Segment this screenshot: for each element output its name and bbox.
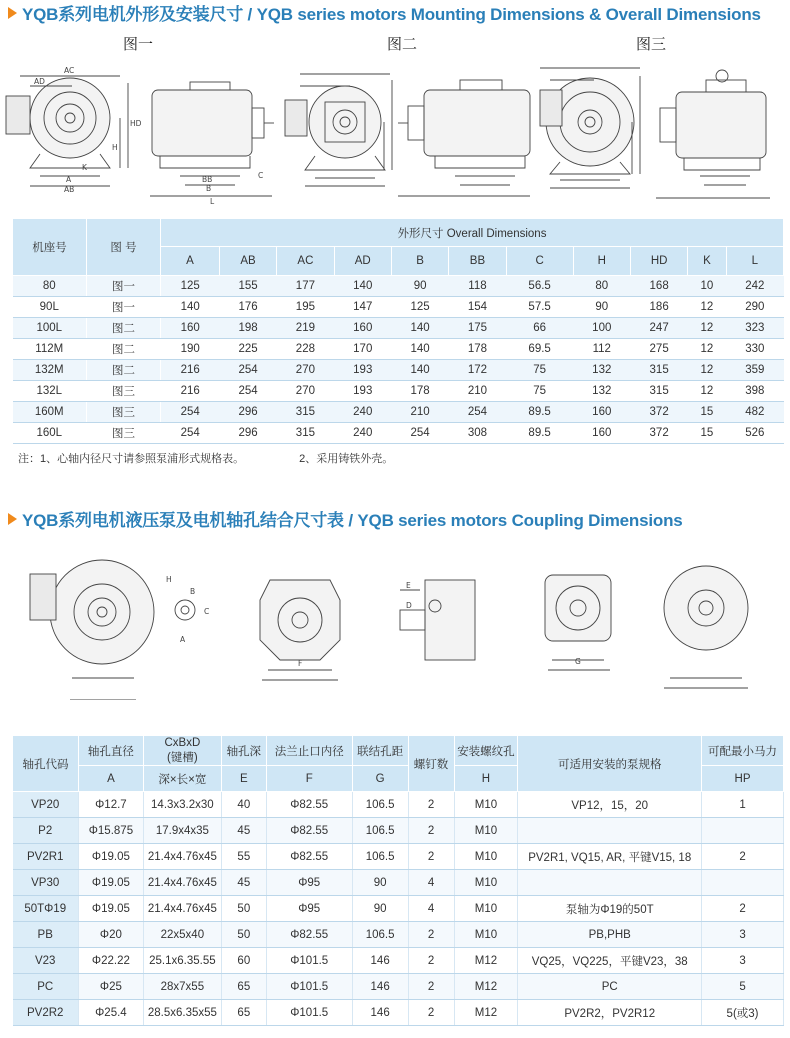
- table-cell: M12: [454, 974, 518, 1000]
- dim-label: AB: [64, 185, 75, 194]
- table-cell: 172: [449, 360, 506, 381]
- table-cell: 482: [726, 402, 783, 423]
- table-cell: 2: [408, 844, 454, 870]
- table-cell: 240: [334, 402, 391, 423]
- table-cell: 186: [630, 297, 687, 318]
- sub-header: E: [221, 766, 266, 792]
- sub-header: H: [454, 766, 518, 792]
- table-cell: 2: [702, 844, 784, 870]
- table-cell: 254: [161, 423, 220, 444]
- col-header: AD: [334, 247, 391, 276]
- table-cell: 15: [688, 402, 726, 423]
- table-cell: Φ82.55: [266, 792, 352, 818]
- table-cell: 147: [334, 297, 391, 318]
- table-cell: 4: [408, 896, 454, 922]
- table-cell: 132M: [13, 360, 87, 381]
- table-cell: V23: [13, 948, 79, 974]
- col-header: K: [688, 247, 726, 276]
- table-cell: 178: [391, 381, 448, 402]
- table-cell: 80: [13, 276, 87, 297]
- table-cell: 132: [573, 381, 630, 402]
- table-cell: 图二: [87, 360, 161, 381]
- coupling-label: D: [406, 601, 412, 610]
- table-cell: 57.5: [506, 297, 573, 318]
- table-cell: 118: [449, 276, 506, 297]
- table-row: [13, 844, 784, 870]
- table-cell: 308: [449, 423, 506, 444]
- table-row: [13, 792, 784, 818]
- table-cell: Φ19.05: [78, 844, 143, 870]
- table-row: [13, 818, 784, 844]
- table-cell: [518, 818, 702, 844]
- table-cell: 140: [391, 339, 448, 360]
- table-cell: M10: [454, 844, 518, 870]
- table-cell: 50: [221, 896, 266, 922]
- motor-drawing-fig1: [0, 58, 790, 208]
- table-cell: 3: [702, 922, 784, 948]
- col-header: AB: [219, 247, 276, 276]
- col-header: BB: [449, 247, 506, 276]
- table-cell: 21.4x4.76x45: [143, 844, 221, 870]
- coupling-label: C: [204, 607, 210, 616]
- table-cell: 12: [688, 339, 726, 360]
- table-cell: VP12，15，20: [518, 792, 702, 818]
- col-header: 可适用安装的泵规格: [518, 736, 702, 792]
- table-cell: Φ25: [78, 974, 143, 1000]
- table-cell: Φ95: [266, 870, 352, 896]
- table-cell: 2: [408, 792, 454, 818]
- table-cell: 330: [726, 339, 783, 360]
- section-title-mounting: YQB系列电机外形及安装尺寸 / YQB series motors Mounting Dimensions & Overall Dimensions: [8, 0, 761, 25]
- table-cell: 154: [449, 297, 506, 318]
- table-cell: 160: [573, 423, 630, 444]
- table-cell: 图三: [87, 423, 161, 444]
- table-cell: Φ82.55: [266, 844, 352, 870]
- col-header: 轴孔深: [221, 736, 266, 766]
- table-cell: 65: [221, 974, 266, 1000]
- table-cell: 10: [688, 276, 726, 297]
- col-header: C: [506, 247, 573, 276]
- col-header: 轴孔直径: [78, 736, 143, 766]
- table-cell: Φ25.4: [78, 1000, 143, 1026]
- table-cell: 2: [408, 948, 454, 974]
- table-cell: 1: [702, 792, 784, 818]
- table-cell: 315: [277, 402, 334, 423]
- dim-label: BB: [202, 175, 213, 184]
- table-cell: 45: [221, 818, 266, 844]
- table-cell: 372: [630, 402, 687, 423]
- coupling-label: F: [298, 659, 303, 668]
- table-cell: PC: [13, 974, 79, 1000]
- table-row: [13, 297, 784, 318]
- table-cell: M10: [454, 896, 518, 922]
- table-cell: Φ22.22: [78, 948, 143, 974]
- table-cell: 296: [219, 423, 276, 444]
- table-cell: 55: [221, 844, 266, 870]
- table-cell: 106.5: [352, 844, 408, 870]
- table-cell: 90: [352, 870, 408, 896]
- table-cell: 2: [408, 818, 454, 844]
- col-header-figure: 图 号: [87, 219, 161, 276]
- table-cell: 图三: [87, 402, 161, 423]
- table-cell: 40: [221, 792, 266, 818]
- sub-header: A: [78, 766, 143, 792]
- table-cell: 75: [506, 381, 573, 402]
- table-cell: 146: [352, 1000, 408, 1026]
- table-cell: 160: [161, 318, 220, 339]
- table-cell: 2: [408, 974, 454, 1000]
- table-cell: 315: [630, 360, 687, 381]
- table-cell: 56.5: [506, 276, 573, 297]
- table-cell: 160M: [13, 402, 87, 423]
- table-cell: 160: [573, 402, 630, 423]
- table-cell: 175: [449, 318, 506, 339]
- table-cell: Φ101.5: [266, 974, 352, 1000]
- table-cell: 359: [726, 360, 783, 381]
- table-cell: PB,PHB: [518, 922, 702, 948]
- table-cell: 106.5: [352, 922, 408, 948]
- table-row: [13, 318, 784, 339]
- table-cell: 228: [277, 339, 334, 360]
- table-cell: 254: [161, 402, 220, 423]
- table-cell: 270: [277, 360, 334, 381]
- table-cell: [518, 870, 702, 896]
- table-cell: 2: [408, 1000, 454, 1026]
- table-cell: 270: [277, 381, 334, 402]
- table-cell: 219: [277, 318, 334, 339]
- dim-label: L: [210, 197, 215, 206]
- table-cell: 3: [702, 948, 784, 974]
- overall-dimensions-table: [12, 218, 784, 444]
- table-cell: M10: [454, 818, 518, 844]
- table-cell: Φ95: [266, 896, 352, 922]
- col-header-group: 外形尺寸 Overall Dimensions: [161, 219, 784, 247]
- table-cell: M10: [454, 922, 518, 948]
- table-row: [13, 276, 784, 297]
- table-cell: PV2R2: [13, 1000, 79, 1026]
- col-header: 联结孔距: [352, 736, 408, 766]
- table-cell: PB: [13, 922, 79, 948]
- col-header: H: [573, 247, 630, 276]
- dim-label: HD: [130, 119, 142, 128]
- table-cell: 372: [630, 423, 687, 444]
- table-cell: 17.9x4x35: [143, 818, 221, 844]
- table-cell: 图二: [87, 339, 161, 360]
- table-row: [13, 948, 784, 974]
- table-cell: 170: [334, 339, 391, 360]
- table-cell: 5(或3): [702, 1000, 784, 1026]
- col-header: L: [726, 247, 783, 276]
- table-cell: 398: [726, 381, 783, 402]
- table-cell: 210: [391, 402, 448, 423]
- table-cell: 22x5x40: [143, 922, 221, 948]
- col-header: 法兰止口内径: [266, 736, 352, 766]
- note-2: 2、采用铸铁外壳。: [299, 453, 394, 465]
- col-header: 安装螺纹孔: [454, 736, 518, 766]
- col-header: 轴孔代码: [13, 736, 79, 792]
- coupling-label: E: [406, 581, 411, 590]
- table-cell: 89.5: [506, 423, 573, 444]
- col-header: A: [161, 247, 220, 276]
- table-cell: 125: [391, 297, 448, 318]
- col-header: B: [391, 247, 448, 276]
- table-cell: 315: [630, 381, 687, 402]
- table-cell: Φ82.55: [266, 818, 352, 844]
- table-cell: 140: [391, 318, 448, 339]
- table-cell: P2: [13, 818, 79, 844]
- figure-label-3: 图三: [636, 35, 667, 53]
- table-cell: 28.5x6.35x55: [143, 1000, 221, 1026]
- table-cell: 图一: [87, 276, 161, 297]
- table-cell: Φ101.5: [266, 948, 352, 974]
- table-cell: [702, 818, 784, 844]
- table-cell: 90L: [13, 297, 87, 318]
- table-cell: 4: [408, 870, 454, 896]
- coupling-label: H: [166, 575, 172, 584]
- sub-header: G: [352, 766, 408, 792]
- table-cell: 132L: [13, 381, 87, 402]
- table-cell: 296: [219, 402, 276, 423]
- table-cell: 140: [334, 276, 391, 297]
- table-cell: 290: [726, 297, 783, 318]
- table-cell: M10: [454, 870, 518, 896]
- table-row: [13, 381, 784, 402]
- table-cell: 125: [161, 276, 220, 297]
- table-cell: 21.4x4.76x45: [143, 870, 221, 896]
- table-cell: PC: [518, 974, 702, 1000]
- triangle-bullet-icon: [8, 513, 17, 525]
- table-cell: M10: [454, 792, 518, 818]
- note-1: 注：1、心轴内径尺寸请参照泵浦形式规格表。: [18, 453, 245, 465]
- figure-label-2: 图二: [387, 35, 418, 53]
- table-cell: 15: [688, 423, 726, 444]
- dim-label: K: [82, 163, 87, 172]
- table-cell: 图二: [87, 318, 161, 339]
- table-cell: 160L: [13, 423, 87, 444]
- table-cell: Φ19.05: [78, 896, 143, 922]
- table-cell: 90: [352, 896, 408, 922]
- sub-header: F: [266, 766, 352, 792]
- table-cell: 100: [573, 318, 630, 339]
- table-cell: 146: [352, 948, 408, 974]
- table-cell: 泵轴为Φ19的50T: [518, 896, 702, 922]
- table-cell: Φ15.875: [78, 818, 143, 844]
- table-cell: 89.5: [506, 402, 573, 423]
- table-cell: 240: [334, 423, 391, 444]
- table-cell: 216: [161, 381, 220, 402]
- table-cell: VP20: [13, 792, 79, 818]
- table-cell: 168: [630, 276, 687, 297]
- table-cell: 195: [277, 297, 334, 318]
- table-cell: 178: [449, 339, 506, 360]
- table-cell: [702, 870, 784, 896]
- coupling-label: G: [575, 657, 581, 666]
- table-cell: 323: [726, 318, 783, 339]
- table-cell: 275: [630, 339, 687, 360]
- table-cell: PV2R2，PV2R12: [518, 1000, 702, 1026]
- table-cell: 14.3x3.2x30: [143, 792, 221, 818]
- sub-header: HP: [702, 766, 784, 792]
- table-cell: Φ20: [78, 922, 143, 948]
- coupling-label: B: [190, 587, 196, 596]
- dim-label: B: [206, 184, 212, 193]
- table-cell: 146: [352, 974, 408, 1000]
- table-cell: 112M: [13, 339, 87, 360]
- col-header: HD: [630, 247, 687, 276]
- table-cell: Φ101.5: [266, 1000, 352, 1026]
- table-cell: M12: [454, 1000, 518, 1026]
- sub-header: 深×长×宽: [143, 766, 221, 792]
- table-cell: 25.1x6.35.55: [143, 948, 221, 974]
- table-cell: 2: [702, 896, 784, 922]
- table-row: [13, 974, 784, 1000]
- table-note: [18, 450, 448, 466]
- col-header: 可配最小马力: [702, 736, 784, 766]
- table-cell: PV2R1, VQ15, AR, 平键V15, 18: [518, 844, 702, 870]
- table-row: [13, 423, 784, 444]
- table-cell: 526: [726, 423, 783, 444]
- table-cell: 106.5: [352, 792, 408, 818]
- table-cell: 315: [277, 423, 334, 444]
- table-cell: 254: [391, 423, 448, 444]
- table-cell: 106.5: [352, 818, 408, 844]
- table-cell: 155: [219, 276, 276, 297]
- table-row: [13, 896, 784, 922]
- table-cell: 28x7x55: [143, 974, 221, 1000]
- dim-label: C: [258, 171, 264, 180]
- table-cell: 193: [334, 381, 391, 402]
- table-cell: VQ25，VQ225，平键V23，38: [518, 948, 702, 974]
- table-cell: 50TΦ19: [13, 896, 79, 922]
- table-cell: 69.5: [506, 339, 573, 360]
- table-cell: 12: [688, 318, 726, 339]
- table-row: [13, 922, 784, 948]
- table-cell: 140: [391, 360, 448, 381]
- table-cell: 132: [573, 360, 630, 381]
- table-cell: 254: [219, 360, 276, 381]
- coupling-drawings: [0, 540, 790, 700]
- table-cell: 2: [408, 922, 454, 948]
- table-cell: 254: [219, 381, 276, 402]
- table-cell: 75: [506, 360, 573, 381]
- table-cell: 210: [449, 381, 506, 402]
- dim-label: A: [66, 175, 72, 184]
- coupling-dimensions-table: [12, 735, 784, 1026]
- section-title-coupling: YQB系列电机液压泵及电机轴孔结合尺寸表 / YQB series motors Coupling Dimensions: [8, 506, 683, 531]
- table-cell: 100L: [13, 318, 87, 339]
- table-cell: 21.4x4.76x45: [143, 896, 221, 922]
- table-cell: 60: [221, 948, 266, 974]
- col-header: 螺钉数: [408, 736, 454, 792]
- table-cell: 图一: [87, 297, 161, 318]
- table-cell: 图三: [87, 381, 161, 402]
- table-row: [13, 1000, 784, 1026]
- table-cell: 12: [688, 360, 726, 381]
- table-cell: Φ19.05: [78, 870, 143, 896]
- table-cell: 12: [688, 381, 726, 402]
- col-header: AC: [277, 247, 334, 276]
- table-cell: VP30: [13, 870, 79, 896]
- table-cell: 247: [630, 318, 687, 339]
- table-cell: 65: [221, 1000, 266, 1026]
- table-cell: 160: [334, 318, 391, 339]
- table-cell: 45: [221, 870, 266, 896]
- table-cell: 242: [726, 276, 783, 297]
- table-cell: 225: [219, 339, 276, 360]
- table-cell: 190: [161, 339, 220, 360]
- table-cell: 112: [573, 339, 630, 360]
- table-cell: 66: [506, 318, 573, 339]
- table-cell: M12: [454, 948, 518, 974]
- table-cell: 80: [573, 276, 630, 297]
- table-cell: Φ82.55: [266, 922, 352, 948]
- table-cell: PV2R1: [13, 844, 79, 870]
- table-cell: 90: [573, 297, 630, 318]
- table-cell: 176: [219, 297, 276, 318]
- table-cell: 50: [221, 922, 266, 948]
- table-cell: 140: [161, 297, 220, 318]
- table-cell: Φ12.7: [78, 792, 143, 818]
- table-cell: 90: [391, 276, 448, 297]
- table-cell: 177: [277, 276, 334, 297]
- col-header-frame: 机座号: [13, 219, 87, 276]
- table-cell: 198: [219, 318, 276, 339]
- col-header: CxBxD (键槽): [143, 736, 221, 766]
- dim-label: AC: [64, 66, 75, 75]
- table-cell: 193: [334, 360, 391, 381]
- dim-label: H: [112, 143, 118, 152]
- table-cell: 5: [702, 974, 784, 1000]
- table-cell: 254: [449, 402, 506, 423]
- table-row: [13, 339, 784, 360]
- table-row: [13, 402, 784, 423]
- table-row: [13, 870, 784, 896]
- figure-label-1: 图一: [123, 35, 154, 53]
- coupling-label: A: [180, 635, 186, 644]
- table-cell: 216: [161, 360, 220, 381]
- table-row: [13, 360, 784, 381]
- dim-label: AD: [34, 77, 45, 86]
- table-cell: 12: [688, 297, 726, 318]
- triangle-bullet-icon: [8, 7, 17, 19]
